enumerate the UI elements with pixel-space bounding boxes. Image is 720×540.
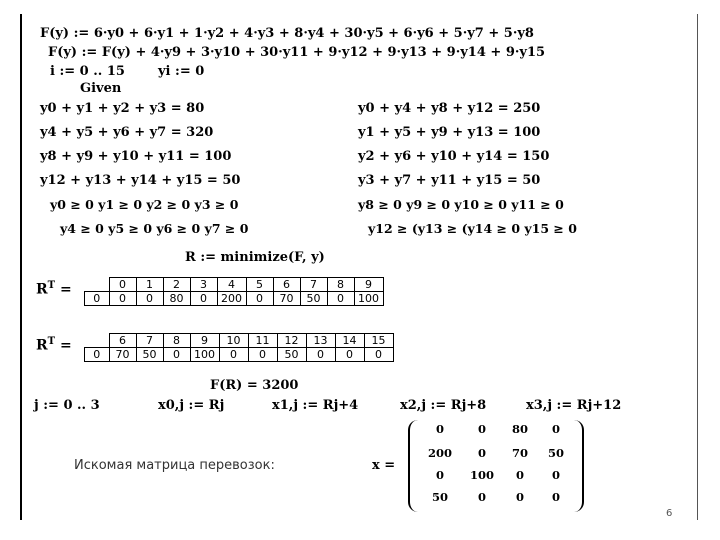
table2-cell: 100	[190, 348, 219, 362]
table1-cell: 200	[217, 292, 246, 306]
constraint-row-sum-1: y0 + y1 + y2 + y3 = 80	[40, 101, 205, 116]
table1-header: 2	[163, 278, 190, 292]
range-j: j := 0 .. 3	[34, 398, 100, 413]
objective-line-2: F(y) := F(y) + 4·y9 + 3·y10 + 30·y11 + 9·y12 + 9·y13 + 9·y14 + 9·y15	[48, 45, 546, 60]
table2-header: 9	[190, 334, 219, 348]
table2-header: 7	[136, 334, 163, 348]
table1-cell: 0	[109, 292, 136, 306]
matrix-cell: 0	[477, 446, 486, 460]
objective-line-1: F(y) := 6·y0 + 6·y1 + 1·y2 + 4·y3 + 8·y4 + 30·y5 + 6·y6 + 5·y7 + 5·y8	[40, 26, 534, 41]
result-table-1	[84, 277, 384, 306]
table1-header: 8	[327, 278, 354, 292]
table1-row-index: 0	[85, 292, 110, 306]
matrix-cell: 0	[515, 490, 524, 504]
matrix-cell: 0	[551, 468, 560, 482]
table1-header: 4	[217, 278, 246, 292]
table2-cell: 0	[163, 348, 190, 362]
matrix-label: x =	[372, 458, 396, 473]
constraint-col-sum-2: y1 + y5 + y9 + y13 = 100	[358, 125, 541, 140]
matrix-cell: 100	[469, 468, 494, 482]
table2-cell: 0	[219, 348, 248, 362]
table1-header: 9	[354, 278, 383, 292]
assign-x2: x2,j := Rj+8	[400, 398, 487, 413]
table2-header: 15	[364, 334, 393, 348]
objective-result: F(R) = 3200	[210, 378, 299, 393]
matrix-cell: 70	[511, 446, 528, 460]
table2-header: 10	[219, 334, 248, 348]
table1-header: 5	[246, 278, 273, 292]
constraint-col-sum-3: y2 + y6 + y10 + y14 = 150	[358, 149, 550, 164]
page-number: 6	[666, 508, 673, 519]
nonneg-left-1: y0 ≥ 0 y1 ≥ 0 y2 ≥ 0 y3 ≥ 0	[50, 197, 239, 212]
transport-matrix	[408, 420, 584, 512]
matrix-cell: 0	[435, 468, 444, 482]
matrix-cell: 0	[551, 490, 560, 504]
table2-header: 8	[163, 334, 190, 348]
table1-cell: 0	[190, 292, 217, 306]
matrix-cell: 0	[515, 468, 524, 482]
table1-cell: 100	[354, 292, 383, 306]
assign-x0: x0,j := Rj	[158, 398, 225, 413]
table2-header: 6	[109, 334, 136, 348]
constraint-row-sum-4: y12 + y13 + y14 + y15 = 50	[40, 173, 241, 188]
nonneg-left-2: y4 ≥ 0 y5 ≥ 0 y6 ≥ 0 y7 ≥ 0	[60, 221, 249, 236]
table1-cell: 80	[163, 292, 190, 306]
constraint-col-sum-1: y0 + y4 + y8 + y12 = 250	[358, 101, 541, 116]
table1-header: 0	[109, 278, 136, 292]
matrix-cell: 0	[551, 422, 560, 436]
matrix-cell: 0	[435, 422, 444, 436]
table1-header: 1	[136, 278, 163, 292]
given-keyword: Given	[80, 81, 122, 96]
table2-header: 12	[277, 334, 306, 348]
result-table-2	[84, 333, 394, 362]
constraint-row-sum-3: y8 + y9 + y10 + y11 = 100	[40, 149, 232, 164]
table2-cell: 50	[277, 348, 306, 362]
constraint-col-sum-4: y3 + y7 + y11 + y15 = 50	[358, 173, 541, 188]
table2-header: 14	[335, 334, 364, 348]
assign-x3: x3,j := Rj+12	[526, 398, 622, 413]
table1-cell: 0	[136, 292, 163, 306]
minimize-call: R := minimize(F, y)	[185, 250, 325, 265]
range-i: i := 0 .. 15	[50, 64, 125, 79]
matrix-cell: 0	[477, 490, 486, 504]
matrix-cell: 50	[547, 446, 564, 460]
table2-cell: 70	[109, 348, 136, 362]
table1-cell: 70	[273, 292, 300, 306]
matrix-cell: 0	[477, 422, 486, 436]
matrix-cell: 50	[431, 490, 448, 504]
table1-cell: 0	[246, 292, 273, 306]
matrix-cell: 80	[511, 422, 528, 436]
table1-cell: 50	[300, 292, 327, 306]
assign-x1: x1,j := Rj+4	[272, 398, 359, 413]
table2-header: 11	[248, 334, 277, 348]
nonneg-right-2: y12 ≥ (y13 ≥ (y14 ≥ 0 y15 ≥ 0	[368, 221, 577, 236]
rt-label-1: $R^T$ =	[36, 280, 72, 298]
table1-header: 6	[273, 278, 300, 292]
rt-label-2: $R^T$ =	[36, 336, 72, 354]
table2-cell: 0	[248, 348, 277, 362]
table2-header: 13	[306, 334, 335, 348]
table2-cell: 0	[364, 348, 393, 362]
constraint-row-sum-2: y4 + y5 + y6 + y7 = 320	[40, 125, 214, 140]
slide-right-border	[697, 14, 698, 520]
matrix-cell: 200	[427, 446, 452, 460]
result-caption: Искомая матрица перевозок:	[74, 458, 275, 473]
table2-cell: 0	[306, 348, 335, 362]
table1-header: 7	[300, 278, 327, 292]
table2-cell: 50	[136, 348, 163, 362]
table2-cell: 0	[335, 348, 364, 362]
nonneg-right-1: y8 ≥ 0 y9 ≥ 0 y10 ≥ 0 y11 ≥ 0	[358, 197, 564, 212]
table2-row-index: 0	[85, 348, 110, 362]
table1-header: 3	[190, 278, 217, 292]
slide-left-border	[20, 14, 22, 520]
init-y: yi := 0	[158, 64, 205, 79]
table1-cell: 0	[327, 292, 354, 306]
